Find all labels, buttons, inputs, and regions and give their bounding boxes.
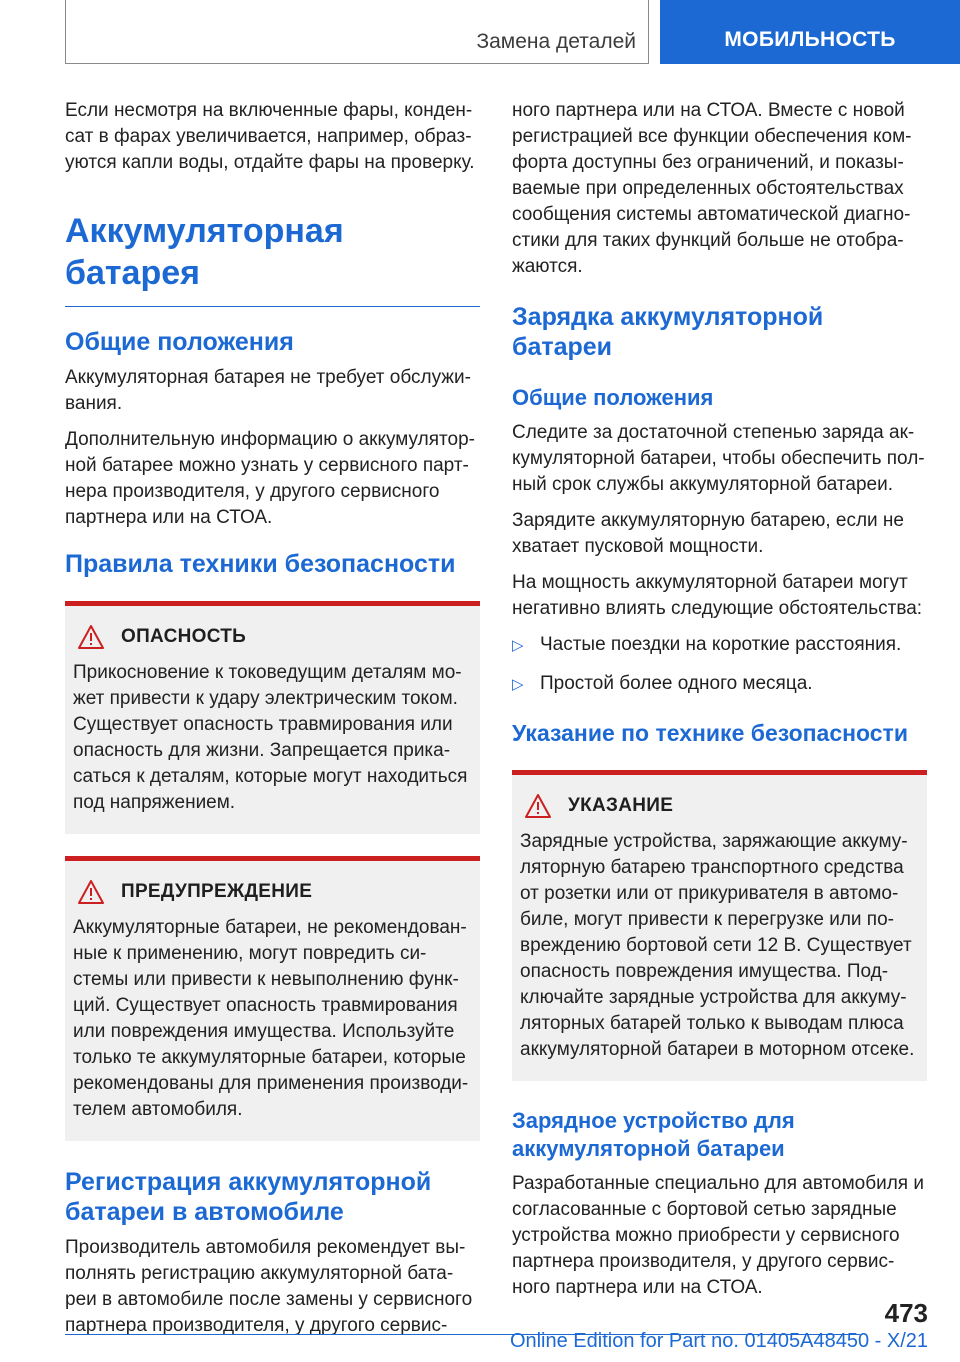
bullet-triangle-icon: ▷ xyxy=(512,637,524,654)
paragraph: ного партнера или на СТОА. Вместе с новой регистрацией все функции обеспечения ком-форта доступны без ограничений, и показы-ваемые при определенных обстоятельствах сообщения системы автоматической диагно-стики для таких функций больше не отобра-жаются. xyxy=(512,100,912,277)
heading-safety: Правила техники безопасности xyxy=(65,550,456,578)
list-item: ▷ Частые поездки на короткие расстояния. xyxy=(512,632,927,659)
heading-registration: Регистрация аккумуляторной батареи в автомобиле xyxy=(65,1168,432,1226)
heading-general: Общие положения xyxy=(65,328,294,356)
danger-title: ОПАСНОСТЬ xyxy=(121,626,247,647)
warning-text: Аккумуляторные батареи, не рекомендован-ные к применению, могут повредить си-стемы или привести к невыполнению функ-ций. Существует опасность травмирования или повреждения имущества. Используйте только те аккумуляторные батареи, которые рекомендованы для применения производи-телем автомобиля. xyxy=(73,917,469,1120)
paragraph: Зарядите аккумуляторную батарею, если не хватает пусковой мощности. xyxy=(512,510,904,557)
warning-box xyxy=(65,856,480,1141)
notice-title: УКАЗАНИЕ xyxy=(568,795,674,816)
paragraph: Дополнительную информацию о аккумулятор-ной батарее можно узнать у сервисного парт-нера производителя, у другого сервисного партнера или на СТОА. xyxy=(65,429,475,528)
danger-box xyxy=(65,601,480,834)
chapter-tab[interactable]: МОБИЛЬНОСТЬ xyxy=(660,0,960,64)
warning-title: ПРЕДУПРЕЖДЕНИЕ xyxy=(121,881,313,902)
heading-charging: Зарядка аккумуляторной батареи xyxy=(512,303,824,361)
intro-paragraph: Если несмотря на включенные фары, конден-сат в фарах увеличивается, например, образ-уются капли воды, отдайте фары на проверку. xyxy=(65,100,475,173)
bullet-triangle-icon: ▷ xyxy=(512,676,524,693)
notice-box xyxy=(512,770,927,1081)
header-frame xyxy=(65,0,649,64)
notice-text: Зарядные устройства, заряжающие аккуму-ляторную батарею транспортного средства от розетки или от прикуривателя в автомо-биле, могут привести к перегрузке или по-вреждению бортовой сети 12 В. Существует опасность повреждения имущества. Под-ключайте зарядные устройства для аккуму-ляторных батарей только к выводам плюса аккумуляторной батареи в моторном отсеке. xyxy=(520,831,915,1060)
page-number: 473 xyxy=(884,1298,928,1328)
danger-text: Прикосновение к токоведущим деталям мо-жет привести к удару электрическим током. Существует опасность травмирования или опасность для жизни. Запрещается прика-саться к деталям, которые могут находиться под напряжением. xyxy=(73,662,468,813)
warning-triangle-icon xyxy=(77,624,105,650)
paragraph: Производитель автомобиля рекомендует вы-полнять регистрацию аккумуляторной бата-реи в автомобиле после замены у сервисного партнера производителя, у другого сервис- xyxy=(65,1237,473,1336)
heading-charger: Зарядное устройство для аккумуляторной батареи xyxy=(512,1108,795,1161)
paragraph: Аккумуляторная батарея не требует обслужи-вания. xyxy=(65,367,471,414)
warning-triangle-icon xyxy=(77,879,105,905)
heading-battery: Аккумуляторная батарея xyxy=(65,210,480,307)
edition-link[interactable]: Online Edition for Part no. 01405A48450 - X/21 xyxy=(509,1330,928,1352)
paragraph: Разработанные специально для автомобиля и согласованные с бортовой сетью зарядные устройства можно приобрести у сервисного партнера производителя, у другого сервис-ного партнера или на СТОА. xyxy=(512,1173,924,1298)
bullet-list xyxy=(512,632,927,698)
right-column xyxy=(512,98,927,1311)
left-column xyxy=(65,98,480,1349)
paragraph: На мощность аккумуляторной батареи могут негативно влиять следующие обстоятельства: xyxy=(512,572,923,619)
heading-general: Общие положения xyxy=(512,385,714,410)
warning-triangle-icon xyxy=(524,793,552,819)
heading-safety-note: Указание по технике безопасности xyxy=(512,720,908,746)
section-title: Замена деталей xyxy=(476,30,636,53)
paragraph: Следите за достаточной степенью заряда ак-кумуляторной батареи, чтобы обеспечить пол-ный срок службы аккумуляторной батареи. xyxy=(512,422,925,495)
list-item: ▷ Простой более одного месяца. xyxy=(512,671,927,698)
